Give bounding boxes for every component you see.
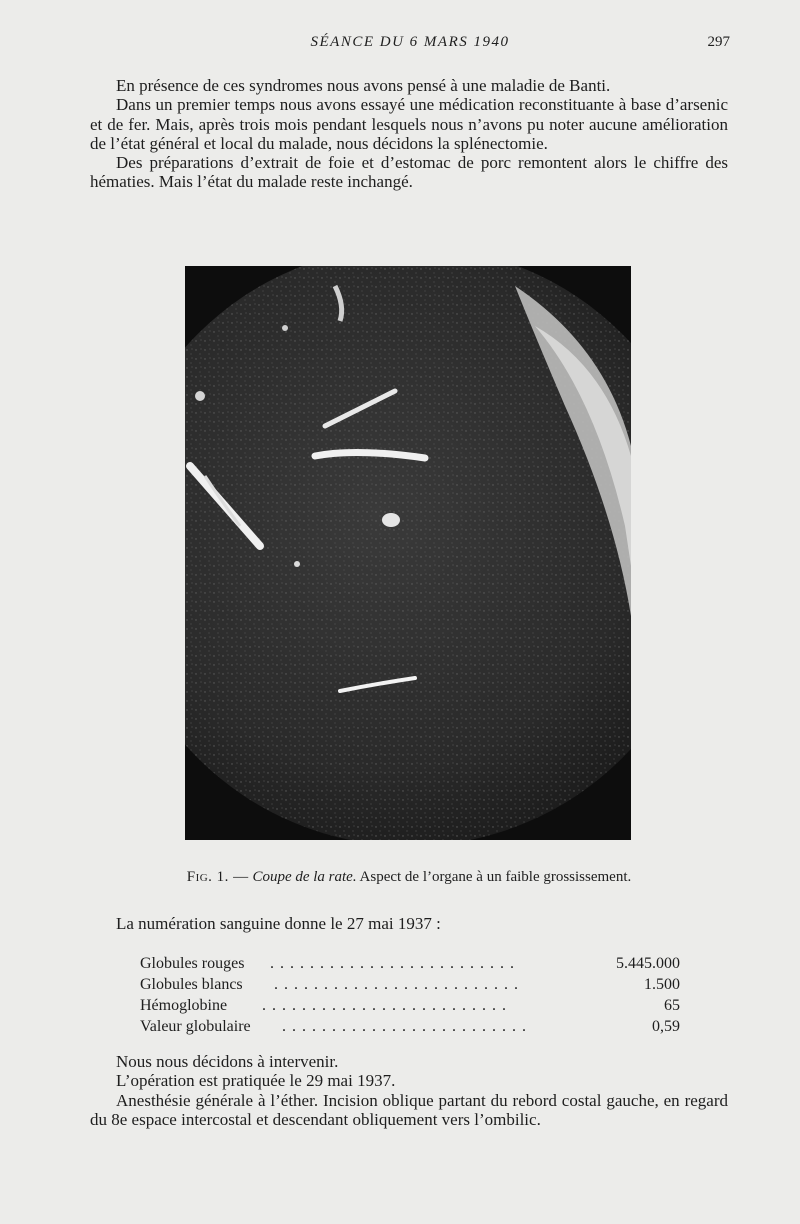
- page-number: 297: [707, 34, 730, 50]
- caption-text: Aspect de l’organe à un faible grossissement.: [359, 869, 632, 885]
- leader-dots: [274, 974, 558, 995]
- spleen-micrograph: [185, 266, 631, 840]
- paragraph: L’opération est pratiquée le 29 mai 1937.: [116, 1071, 396, 1091]
- count-value: 1.500: [644, 976, 680, 993]
- count-label: Globules blancs: [140, 976, 243, 993]
- outro-text: [90, 1052, 728, 1129]
- caption-title: Coupe de la rate.: [252, 869, 357, 885]
- table-row: [140, 995, 680, 1016]
- table-row: [140, 1016, 680, 1037]
- paragraph: Des préparations d’extrait de foie et d’estomac de porc remontent alors le chiffre des hématies. Mais l’état du malade reste inchangé.: [90, 153, 728, 192]
- running-title: SÉANCE DU 6 MARS 1940: [310, 34, 510, 50]
- intro-text: [90, 76, 728, 192]
- paragraph: En présence de ces syndromes nous avons pensé à une maladie de Banti.: [116, 76, 611, 95]
- count-label: Globules rouges: [140, 955, 245, 972]
- figure-caption: [90, 869, 728, 886]
- table-row: [140, 974, 680, 995]
- count-label: Valeur globulaire: [140, 1018, 251, 1035]
- running-head: [90, 34, 730, 56]
- blood-count-table: [140, 953, 680, 1037]
- leader-dots: [270, 953, 558, 974]
- paragraph: Nous nous décidons à intervenir.: [116, 1052, 339, 1071]
- table-row: [140, 953, 680, 974]
- count-value: 65: [664, 997, 680, 1014]
- paragraph: Anesthésie générale à l’éther. Incision oblique partant du rebord costal gauche, en regard du 8e espace intercostal et descendant obliquement vers l’ombilic.: [90, 1090, 728, 1129]
- paragraph: Dans un premier temps nous avons essayé une médication reconstituante à base d’arsenic et de fer. Mais, après trois mois pendant lesquels nous n’avons pu noter aucune amélioration de l’état général et local du malade, nous décidons la splénectomie.: [90, 95, 728, 153]
- count-label: Hémoglobine: [140, 997, 228, 1014]
- count-value: 0,59: [652, 1018, 680, 1035]
- leader-dots: [282, 1016, 558, 1037]
- micrograph-image: [185, 266, 631, 840]
- leader-dots: [262, 995, 558, 1016]
- blood-count-intro: La numération sanguine donne le 27 mai 1937 :: [116, 914, 441, 933]
- caption-label: Fig. 1. —: [186, 869, 249, 885]
- count-value: 5.445.000: [616, 955, 680, 972]
